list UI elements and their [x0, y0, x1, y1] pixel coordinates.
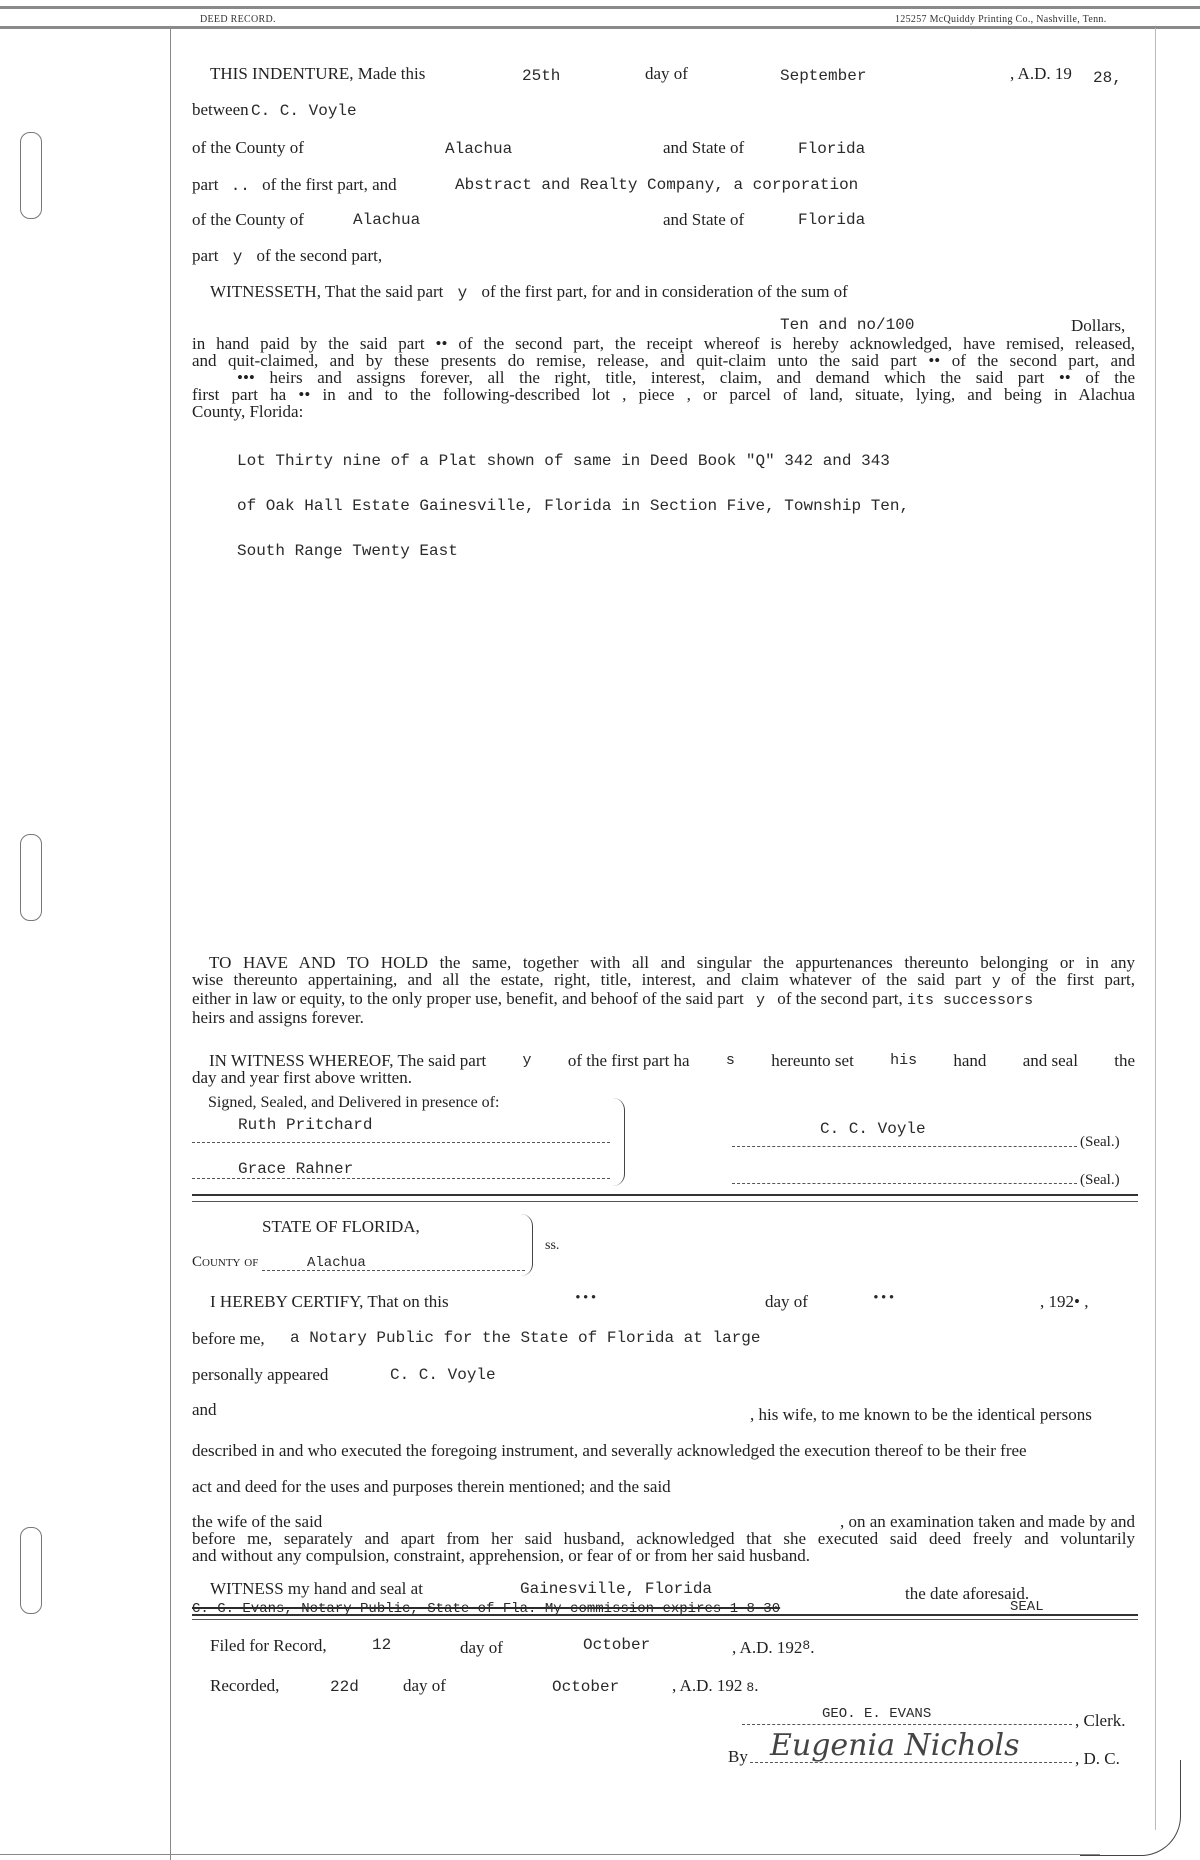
para-text: IN WITNESS WHEREOF, The said part	[209, 1051, 487, 1070]
para-text: of the first part ha	[567, 1051, 690, 1070]
para-text: and seal	[1022, 1051, 1078, 1070]
para-text: of the first part,	[1011, 970, 1136, 989]
state-heading: STATE OF FLORIDA,	[262, 1217, 420, 1236]
seal-word: SEAL	[1010, 1599, 1044, 1615]
witnesseth-line	[210, 282, 848, 302]
period: .	[810, 1638, 815, 1657]
county-label: of the County of	[192, 138, 304, 157]
para-text: and without any compulsion, constraint, apprehension, or fear of or from her said husband.	[192, 1546, 810, 1565]
para-text: heirs and assigns forever, all the right, title, interest, claim, and demand which the said part	[269, 368, 1045, 387]
legal-description-line: of Oak Hall Estate Gainesville, Florida in Section Five, Township Ten,	[237, 497, 910, 515]
date-aforesaid: the date aforesaid.	[905, 1584, 1030, 1603]
act-line: act and deed for the uses and purposes therein mentioned; and the said	[192, 1477, 671, 1496]
clerk-name: GEO. E. EVANS	[822, 1706, 932, 1722]
dc-label: , D. C.	[1075, 1749, 1120, 1768]
witness-hand-label: WITNESS my hand and seal at	[210, 1579, 423, 1598]
county-label: of the County of	[192, 210, 304, 229]
filed-day-of: day of	[460, 1638, 503, 1657]
page-bottom-line	[0, 1854, 1100, 1855]
ack-county: Alachua	[307, 1255, 366, 1271]
witnesseth-paragraph	[192, 335, 1135, 420]
county-line	[262, 1270, 525, 1271]
venue-brace	[520, 1214, 533, 1276]
part-suffix: y	[755, 992, 765, 1009]
printer-imprint: 125257 McQuiddy Printing Co., Nashville, Tenn.	[895, 14, 1107, 25]
para-text: either in law or equity, to the only proper use, benefit, and behoof of the said part	[192, 989, 744, 1008]
para-text: hereunto set	[771, 1051, 854, 1070]
signer-one-line	[732, 1146, 1077, 1147]
part-suffix: ••	[298, 385, 311, 404]
signer-one-name: C. C. Voyle	[820, 1120, 926, 1138]
para-text: , on an examination taken and made by and	[839, 1512, 1135, 1531]
before-me-label: before me,	[192, 1329, 265, 1348]
section-divider	[192, 1194, 1138, 1202]
para-text: of the	[1085, 368, 1136, 387]
wife-exam-paragraph	[192, 1513, 1135, 1564]
officer-title: a Notary Public for the State of Florida at large	[290, 1329, 761, 1347]
notary-struck-line: C. G. Evans, Notary Public, State of Fla. My commission expires 1-8-30	[192, 1601, 781, 1617]
para-text: County, Florida:	[192, 402, 304, 421]
part-suffix: ••	[928, 351, 941, 370]
dollars-label: Dollars,	[1071, 316, 1126, 335]
first-part-and: of the first part, and	[262, 175, 397, 194]
county-of-label: County of	[192, 1254, 259, 1270]
section-divider	[192, 1614, 1138, 1620]
binder-hole-icon	[20, 834, 42, 921]
witnesseth-text: WITNESSETH, That the said part	[210, 282, 444, 301]
appeared-label: personally appeared	[192, 1365, 329, 1384]
by-label: By	[728, 1747, 748, 1766]
part-suffix: y	[232, 248, 243, 266]
para-text: hand	[953, 1051, 987, 1070]
typed-successors: its successors	[907, 992, 1034, 1009]
grantor-name: C. C. Voyle	[251, 102, 357, 120]
para-text: TO HAVE AND TO HOLD the same, together with all and singular the appurtenances thereunto belonging or in any	[209, 953, 1135, 972]
seal-label: (Seal.)	[1080, 1172, 1120, 1188]
grantor-county: Alachua	[445, 140, 513, 158]
para-text: heirs and assigns forever.	[192, 1008, 364, 1027]
para-text: day and year first above written.	[192, 1068, 412, 1087]
ss-label: ss.	[545, 1238, 560, 1253]
para-text: before me, separately and apart from her said husband, acknowledged that she executed said deed freely and voluntarily	[192, 1529, 1135, 1548]
binder-hole-icon	[20, 1527, 42, 1614]
para-text: wise thereunto appertaining, and all the estate, right, title, interest, and claim whatever of the said part	[192, 970, 982, 989]
page-corner-curl	[1080, 1760, 1181, 1856]
witness-one-line	[192, 1142, 610, 1143]
witnesseth-text: of the first part, for and in consideration of the sum of	[481, 282, 848, 301]
part-word: part	[192, 246, 219, 265]
ad-label: , A.D. 192	[732, 1638, 803, 1657]
certify-month: •••	[872, 1290, 896, 1305]
seal-label: (Seal.)	[1080, 1134, 1120, 1150]
para-text: in and to the following-described lot , piece , or parcel of land, situate, lying, and being in Alachua	[322, 385, 1136, 404]
para-text: in hand paid by the said part	[192, 334, 425, 353]
certify-year: , 192• ,	[1040, 1292, 1089, 1311]
deputy-signature: Eugenia Nichols	[770, 1728, 1020, 1763]
grantee-county: Alachua	[353, 211, 421, 229]
recorded-month: October	[552, 1678, 620, 1696]
filed-label: Filed for Record,	[210, 1636, 327, 1655]
witness-place: Gainesville, Florida	[520, 1580, 713, 1598]
recorded-day: 22d	[330, 1678, 359, 1696]
para-text: of the second part, the receipt whereof is hereby acknowledged, have remised, released,	[458, 334, 1135, 353]
para-text: and quit-claimed, and by these presents do remise, release, and quit-claim unto the said part	[192, 351, 917, 370]
ad-label: , A.D. 192	[672, 1676, 743, 1695]
presence-label: Signed, Sealed, and Delivered in presence of:	[208, 1094, 500, 1111]
recorded-year: 8	[746, 1680, 755, 1695]
clerk-line	[742, 1724, 1072, 1725]
ad-label: , A.D. 19	[1010, 64, 1072, 83]
header-rule-bottom	[0, 26, 1200, 29]
recorded-day-of: day of	[403, 1676, 446, 1695]
witness-two-name: Grace Rahner	[238, 1160, 354, 1178]
para-text: first part ha	[192, 385, 287, 404]
indenture-day: 25th	[522, 67, 561, 85]
period: .	[754, 1676, 759, 1695]
filed-month: October	[583, 1636, 651, 1654]
filed-day: 12	[372, 1636, 392, 1654]
habendum-paragraph	[192, 954, 1135, 1026]
para-text: the wife of the said	[192, 1512, 323, 1531]
para-text: the	[1114, 1051, 1135, 1070]
witness-whereof-paragraph	[192, 1052, 1135, 1086]
between-label: between	[192, 100, 249, 119]
form-title: DEED RECORD.	[200, 14, 276, 25]
part-suffix: ••	[1058, 368, 1071, 387]
state-label: and State of	[663, 210, 745, 229]
part-suffix: ..	[230, 177, 250, 195]
consideration-amount: Ten and no/100	[780, 316, 915, 334]
grantee-state: Florida	[798, 211, 866, 229]
state-label: and State of	[663, 138, 745, 157]
part-word: part	[192, 175, 219, 194]
day-of-label: day of	[765, 1292, 808, 1311]
clerk-label: , Clerk.	[1075, 1711, 1126, 1730]
part-suffix: y	[457, 284, 468, 302]
filed-year: 8	[802, 1638, 811, 1653]
part-suffix: y	[991, 973, 1001, 990]
witness-one-name: Ruth Pritchard	[238, 1116, 373, 1134]
second-part-label	[192, 246, 382, 266]
grantee-name: Abstract and Realty Company, a corporation	[455, 176, 859, 194]
indenture-month: September	[780, 67, 867, 85]
legal-description-line: Lot Thirty nine of a Plat shown of same in Deed Book "Q" 342 and 343	[237, 452, 890, 470]
appeared-name: C. C. Voyle	[390, 1366, 496, 1384]
witness-two-line	[192, 1178, 610, 1179]
certify-day: •••	[574, 1290, 598, 1305]
grantor-state: Florida	[798, 140, 866, 158]
first-part-label	[192, 175, 397, 195]
indenture-year: 28,	[1093, 69, 1122, 87]
day-of-label: day of	[645, 64, 688, 83]
and-label: and	[192, 1400, 217, 1419]
para-text: of the second part, and	[951, 351, 1136, 370]
legal-description-line: South Range Twenty East	[237, 542, 458, 560]
signer-two-line	[732, 1183, 1077, 1184]
blank-fill: •••	[237, 368, 255, 387]
certify-text: I HEREBY CERTIFY, That on this	[210, 1292, 449, 1311]
part-suffix: ••	[435, 334, 448, 353]
indenture-intro: THIS INDENTURE, Made this	[210, 64, 426, 83]
page-right-line	[1155, 28, 1156, 1830]
second-part-text: of the second part,	[256, 246, 383, 265]
typed-his: his	[890, 1052, 918, 1069]
part-suffix: s	[725, 1052, 735, 1069]
page-margin-line	[170, 28, 171, 1860]
described-line: described in and who executed the foregoing instrument, and severally acknowledged the execution thereof to be their free	[192, 1441, 1027, 1460]
filed-ad	[732, 1638, 814, 1658]
wife-line: , his wife, to me known to be the identical persons	[750, 1405, 1092, 1424]
binder-hole-icon	[20, 132, 42, 219]
signature-brace	[612, 1098, 625, 1186]
para-text: of the second part,	[777, 989, 903, 1008]
recorded-ad	[672, 1676, 758, 1696]
header-rule-top	[0, 6, 1200, 9]
part-suffix: y	[522, 1052, 532, 1069]
recorded-label: Recorded,	[210, 1676, 280, 1695]
